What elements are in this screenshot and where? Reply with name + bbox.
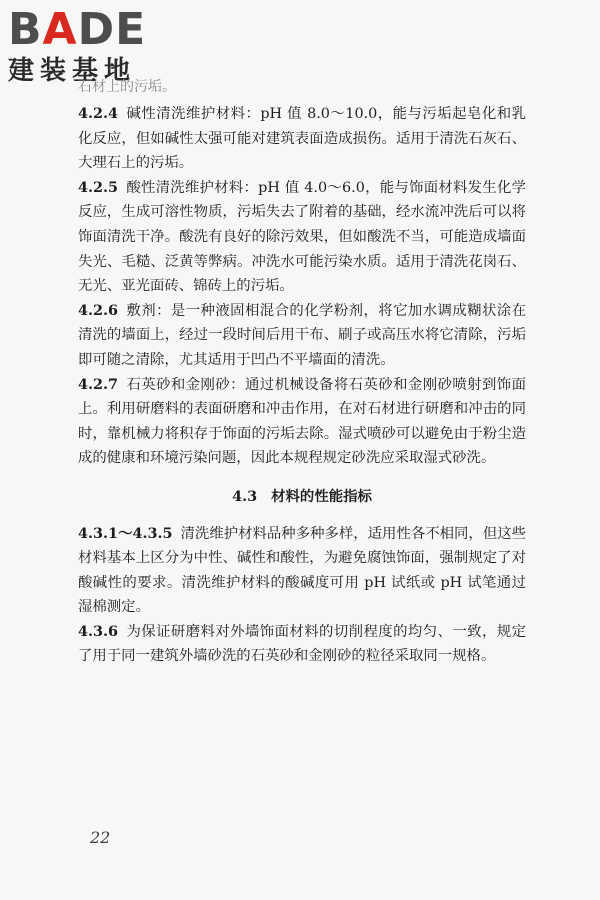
clause-number: 4.2.5	[78, 178, 119, 196]
section-number: 4.3	[232, 487, 258, 505]
clause-number: 4.3.1～4.3.5	[78, 524, 173, 542]
clause-number: 4.3.6	[78, 622, 119, 640]
clause-number: 4.2.4	[78, 105, 119, 122]
clause-text: 为保证研磨料对外墙饰面材料的切削程度的均匀、一致，规定了用于同一建筑外墙砂洗的石英砂和金刚砂的粒径采取同一规格。	[78, 623, 526, 665]
clause-text: 酸性清洗维护材料：pH 值 4.0～6.0，能与饰面材料发生化学反应，生成可溶性物质，污垢失去了附着的基础，经水流冲洗后可以将饰面清洗干净。酸洗有良好的除污效果，但如酸洗不当，可能造成墙面失光、毛糙、泛黄等弊病。冲洗水可能污染水质。适用于清洗花岗石、无光、亚光面砖、锦砖上的污垢。	[78, 179, 526, 295]
document-body	[78, 102, 526, 669]
clause-4-2-5	[78, 176, 526, 299]
previous-page-fragment: 石材上的污垢。	[78, 79, 176, 95]
clause-text: 石英砂和金刚砂：通过机械设备将石英砂和金刚砂喷射到饰面上。利用研磨料的表面研磨和冲击作用，在对石材进行研磨和冲击的同时，靠机械力将积存于饰面的污垢去除。湿式喷砂可以避免由于粉尘造成的健康和环境污染问题，因此本规程规定砂洗应采取湿式砂洗。	[78, 376, 526, 467]
clause-text: 敷剂：是一种液固相混合的化学粉剂，将它加水调成糊状涂在清洗的墙面上，经过一段时间后用干布、刷子或高压水将它清除，污垢即可随之清除，尤其适用于凹凸不平墙面的清洗。	[78, 302, 526, 368]
clause-number: 4.2.7	[78, 375, 119, 393]
clause-4-2-6	[78, 299, 526, 373]
clause-4-2-7	[78, 373, 526, 471]
section-heading	[78, 485, 526, 510]
logo-wordmark	[8, 6, 178, 54]
logo-subtitle: 建装基地	[8, 56, 137, 86]
page-number: 22	[90, 828, 111, 847]
logo-letter-a: A	[42, 4, 78, 55]
clause-4-3-1-to-4-3-5	[78, 522, 526, 620]
clause-text: 碱性清洗维护材料：pH 值 8.0～10.0，能与污垢起皂化和乳化反应，但如碱性太强可能对建筑表面造成损伤。适用于清洗石灰石、大理石上的污垢。	[78, 106, 526, 172]
clause-text: 清洗维护材料品种多种多样，适用性各不相同，但这些材料基本上区分为中性、碱性和酸性，为避免腐蚀饰面，强制规定了对酸碱性的要求。清洗维护材料的酸碱度可用 pH 试纸或 pH 试笔通过湿棉测定。	[78, 525, 526, 616]
clause-4-2-4	[78, 102, 526, 176]
clause-number: 4.2.6	[78, 301, 119, 319]
clause-4-3-6	[78, 620, 526, 669]
section-title: 材料的性能指标	[271, 487, 372, 505]
logo-letters-de: DE	[77, 4, 147, 55]
logo-letter-b: B	[8, 4, 43, 55]
